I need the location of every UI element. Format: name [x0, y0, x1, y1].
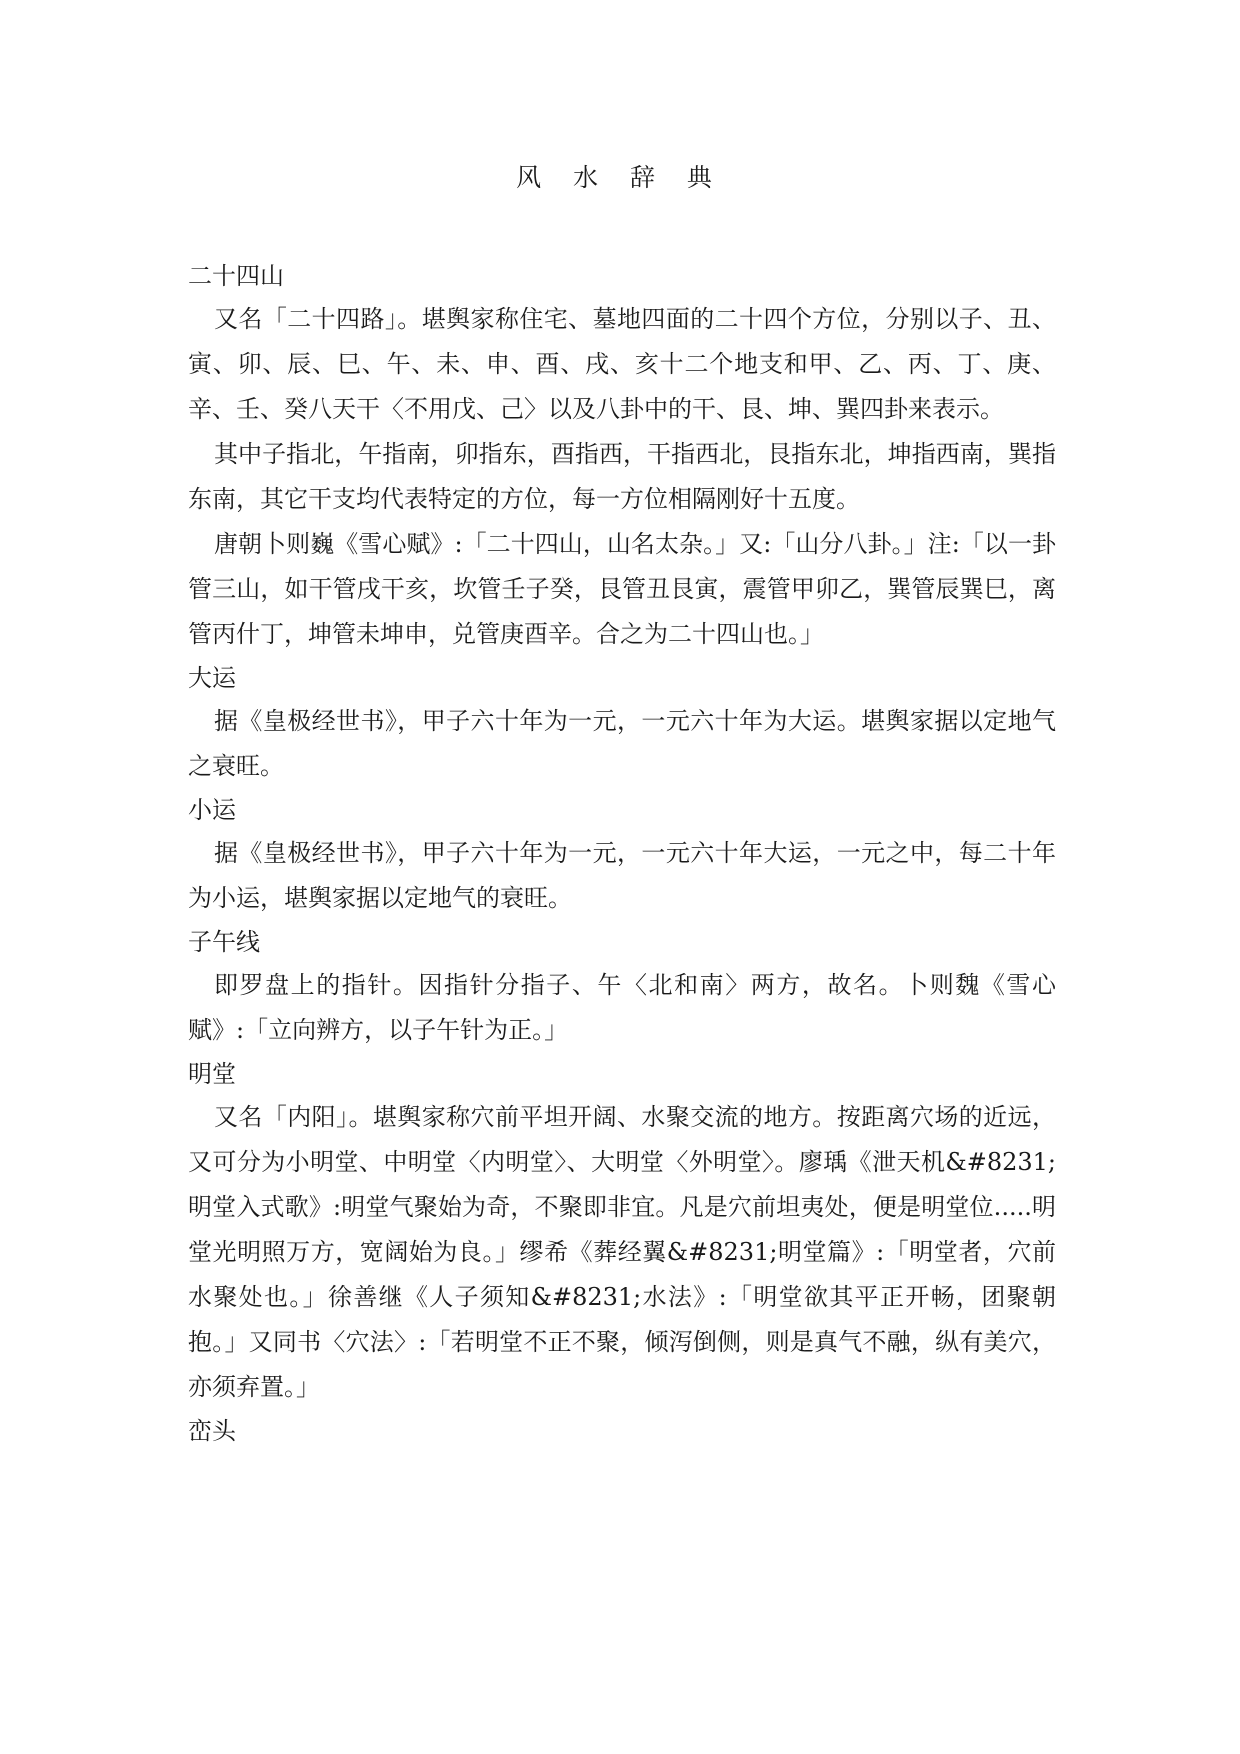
entry-paragraph: 又名「内阳」。堪舆家称穴前平坦开阔、水聚交流的地方。按距离穴场的近远，又可分为小明堂、中明堂〈内明堂〉、大明堂〈外明堂〉。廖瑀《泄天机&#8231;明堂入式歌》:明堂气聚始为奇，不聚即非宜。凡是穴前坦夷处，便是明堂位.....明堂光明照万方，宽阔始为良。」缪希《葬经翼&#8231;明堂篇》:「明堂者，穴前水聚处也。」徐善继《人子须知&#8231;水法》:「明堂欲其平正开畅，团聚朝抱。」又同书〈穴法〉:「若明堂不正不聚，倾泻倒侧，则是真气不融，纵有美穴，亦须弃置。」: [188, 1103, 1056, 1401]
dictionary-entry: [188, 657, 1056, 789]
entry-term: 大运: [188, 664, 236, 692]
entry-paragraph: 即罗盘上的指针。因指针分指子、午〈北和南〉两方，故名。卜则魏《雪心赋》:「立向辨方，以子午针为正。」: [188, 971, 1056, 1044]
entry-paragraph: 唐朝卜则巍《雪心赋》:「二十四山，山名太杂。」又:「山分八卦。」注:「以一卦管三山，如干管戌干亥，坎管壬子癸，艮管丑艮寅，震管甲卯乙，巽管辰巽巳，离管丙什丁，坤管未坤申，兑管庚酉辛。合之为二十四山也。」: [188, 530, 1056, 648]
entry-paragraph: 据《皇极经世书》，甲子六十年为一元，一元六十年大运，一元之中，每二十年为小运，堪舆家据以定地气的衰旺。: [188, 839, 1056, 912]
entry-term: 峦头: [188, 1417, 236, 1445]
document-title: 风 水 辞 典: [516, 163, 724, 192]
entry-term: 二十四山: [188, 262, 284, 290]
dictionary-entry: [188, 789, 1056, 921]
entry-term: 明堂: [188, 1060, 236, 1088]
entry-term: 小运: [188, 796, 236, 824]
dictionary-content: [188, 255, 1056, 1452]
entry-paragraph: 又名「二十四路」。堪舆家称住宅、墓地四面的二十四个方位，分别以子、丑、寅、卯、辰、巳、午、未、申、酉、戌、亥十二个地支和甲、乙、丙、丁、庚、辛、壬、癸八天干〈不用戊、己〉以及八卦中的干、艮、坤、巽四卦来表示。: [188, 305, 1056, 423]
entry-paragraph: 据《皇极经世书》，甲子六十年为一元，一元六十年为大运。堪舆家据以定地气之衰旺。: [188, 707, 1056, 780]
dictionary-entry: [188, 1410, 1056, 1452]
dictionary-entry: [188, 1053, 1056, 1410]
dictionary-entry: [188, 255, 1056, 657]
dictionary-entry: [188, 921, 1056, 1053]
entry-term: 子午线: [188, 928, 260, 956]
entry-paragraph: 其中子指北，午指南，卯指东，酉指西，干指西北，艮指东北，坤指西南，巽指东南，其它干支均代表特定的方位，每一方位相隔刚好十五度。: [188, 440, 1056, 513]
